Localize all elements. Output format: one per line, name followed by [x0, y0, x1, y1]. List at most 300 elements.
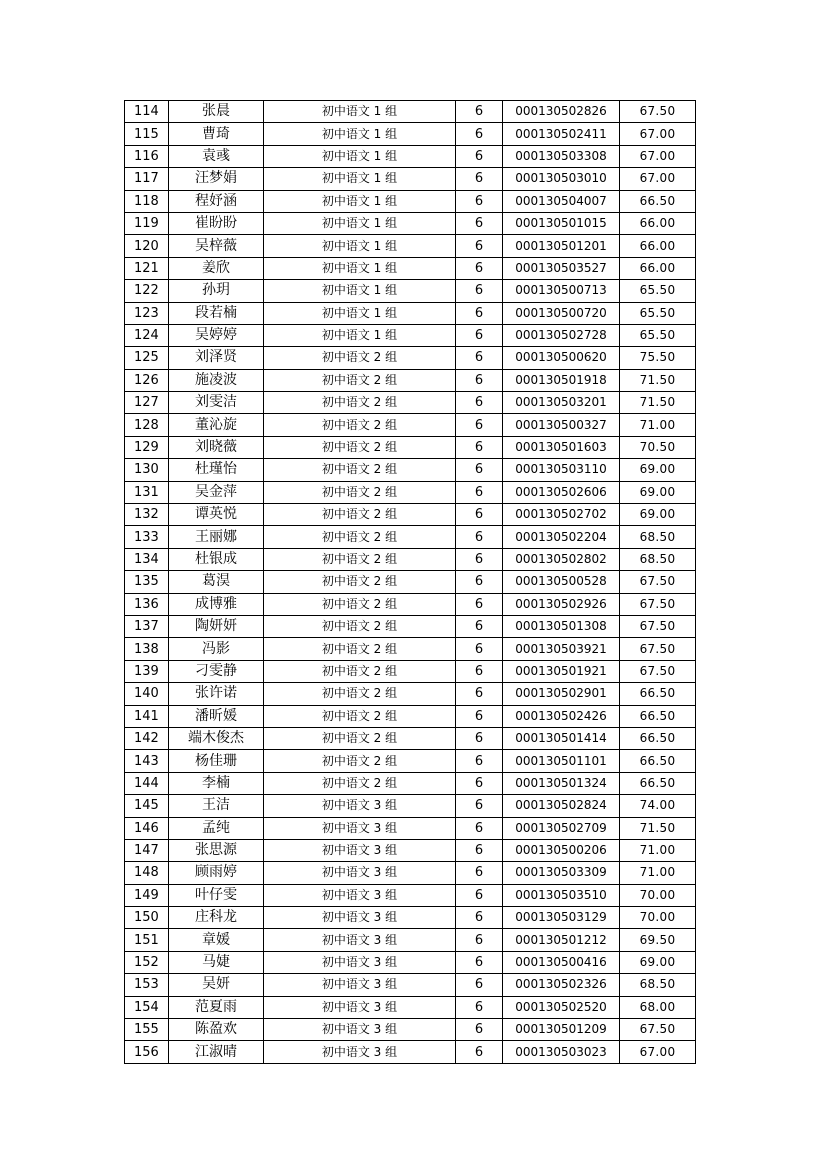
- exam-id-cell: 000130500416: [503, 951, 620, 973]
- exam-id-cell: 000130500528: [503, 571, 620, 593]
- subject-group-cell: 初中语文 3 组: [264, 996, 456, 1018]
- score-cell: 66.50: [620, 705, 696, 727]
- count-cell: 6: [456, 257, 503, 279]
- count-cell: 6: [456, 795, 503, 817]
- table-row: [125, 1041, 696, 1063]
- candidate-name-cell: 李楠: [169, 772, 264, 794]
- exam-id-cell: 000130502802: [503, 548, 620, 570]
- exam-id-cell: 000130501015: [503, 212, 620, 234]
- table-row: [125, 817, 696, 839]
- table-row: [125, 727, 696, 749]
- count-cell: 6: [456, 593, 503, 615]
- exam-id-cell: 000130503308: [503, 145, 620, 167]
- score-cell: 66.50: [620, 190, 696, 212]
- subject-group-cell: 初中语文 2 组: [264, 772, 456, 794]
- row-number-cell: 156: [125, 1041, 169, 1063]
- score-cell: 68.50: [620, 526, 696, 548]
- candidate-name-cell: 范夏雨: [169, 996, 264, 1018]
- candidate-name-cell: 刘晓薇: [169, 436, 264, 458]
- candidate-name-cell: 葛淏: [169, 571, 264, 593]
- exam-id-cell: 000130503129: [503, 907, 620, 929]
- row-number-cell: 114: [125, 101, 169, 123]
- exam-id-cell: 000130503201: [503, 392, 620, 414]
- table-row: [125, 436, 696, 458]
- score-cell: 67.00: [620, 145, 696, 167]
- candidate-name-cell: 杜瑾怡: [169, 459, 264, 481]
- candidate-name-cell: 顾雨婷: [169, 862, 264, 884]
- exam-id-cell: 000130502426: [503, 705, 620, 727]
- score-cell: 66.00: [620, 212, 696, 234]
- candidate-name-cell: 冯影: [169, 638, 264, 660]
- row-number-cell: 148: [125, 862, 169, 884]
- subject-group-cell: 初中语文 2 组: [264, 750, 456, 772]
- table-row: [125, 369, 696, 391]
- count-cell: 6: [456, 347, 503, 369]
- row-number-cell: 125: [125, 347, 169, 369]
- exam-id-cell: 000130501212: [503, 929, 620, 951]
- count-cell: 6: [456, 101, 503, 123]
- exam-id-cell: 000130502411: [503, 123, 620, 145]
- subject-group-cell: 初中语文 2 组: [264, 660, 456, 682]
- row-number-cell: 128: [125, 414, 169, 436]
- exam-id-cell: 000130501209: [503, 1019, 620, 1041]
- subject-group-cell: 初中语文 2 组: [264, 638, 456, 660]
- row-number-cell: 135: [125, 571, 169, 593]
- exam-id-cell: 000130501201: [503, 235, 620, 257]
- candidate-name-cell: 董沁旋: [169, 414, 264, 436]
- candidate-name-cell: 王洁: [169, 795, 264, 817]
- exam-id-cell: 000130502606: [503, 481, 620, 503]
- subject-group-cell: 初中语文 3 组: [264, 839, 456, 861]
- exam-id-cell: 000130502824: [503, 795, 620, 817]
- count-cell: 6: [456, 772, 503, 794]
- subject-group-cell: 初中语文 2 组: [264, 414, 456, 436]
- row-number-cell: 117: [125, 168, 169, 190]
- row-number-cell: 138: [125, 638, 169, 660]
- subject-group-cell: 初中语文 2 组: [264, 392, 456, 414]
- score-cell: 68.50: [620, 548, 696, 570]
- subject-group-cell: 初中语文 3 组: [264, 862, 456, 884]
- count-cell: 6: [456, 548, 503, 570]
- candidate-name-cell: 陶妍妍: [169, 615, 264, 637]
- table-row: [125, 504, 696, 526]
- score-cell: 71.00: [620, 839, 696, 861]
- table-row: [125, 862, 696, 884]
- subject-group-cell: 初中语文 1 组: [264, 235, 456, 257]
- subject-group-cell: 初中语文 2 组: [264, 571, 456, 593]
- row-number-cell: 116: [125, 145, 169, 167]
- candidate-name-cell: 姜欣: [169, 257, 264, 279]
- row-number-cell: 142: [125, 727, 169, 749]
- score-cell: 67.50: [620, 638, 696, 660]
- candidate-name-cell: 马婕: [169, 951, 264, 973]
- subject-group-cell: 初中语文 3 组: [264, 951, 456, 973]
- count-cell: 6: [456, 504, 503, 526]
- candidate-name-cell: 杨佳珊: [169, 750, 264, 772]
- score-cell: 65.50: [620, 280, 696, 302]
- count-cell: 6: [456, 929, 503, 951]
- count-cell: 6: [456, 571, 503, 593]
- score-cell: 66.50: [620, 683, 696, 705]
- row-number-cell: 134: [125, 548, 169, 570]
- count-cell: 6: [456, 683, 503, 705]
- candidate-name-cell: 程妤涵: [169, 190, 264, 212]
- row-number-cell: 150: [125, 907, 169, 929]
- exam-id-cell: 000130500713: [503, 280, 620, 302]
- exam-id-cell: 000130502901: [503, 683, 620, 705]
- exam-id-cell: 000130502520: [503, 996, 620, 1018]
- table-row: [125, 302, 696, 324]
- row-number-cell: 120: [125, 235, 169, 257]
- exam-id-cell: 000130500620: [503, 347, 620, 369]
- row-number-cell: 126: [125, 369, 169, 391]
- candidate-name-cell: 陈盈欢: [169, 1019, 264, 1041]
- candidate-name-cell: 汪梦娟: [169, 168, 264, 190]
- table-row: [125, 190, 696, 212]
- row-number-cell: 147: [125, 839, 169, 861]
- exam-id-cell: 000130502702: [503, 504, 620, 526]
- subject-group-cell: 初中语文 2 组: [264, 526, 456, 548]
- candidate-name-cell: 潘昕媛: [169, 705, 264, 727]
- count-cell: 6: [456, 705, 503, 727]
- candidate-name-cell: 成博雅: [169, 593, 264, 615]
- table-row: [125, 795, 696, 817]
- results-table: [124, 100, 696, 1064]
- subject-group-cell: 初中语文 3 组: [264, 795, 456, 817]
- row-number-cell: 146: [125, 817, 169, 839]
- count-cell: 6: [456, 615, 503, 637]
- score-cell: 74.00: [620, 795, 696, 817]
- candidate-name-cell: 段若楠: [169, 302, 264, 324]
- subject-group-cell: 初中语文 3 组: [264, 884, 456, 906]
- score-cell: 67.00: [620, 1041, 696, 1063]
- row-number-cell: 154: [125, 996, 169, 1018]
- table-row: [125, 884, 696, 906]
- row-number-cell: 149: [125, 884, 169, 906]
- count-cell: 6: [456, 392, 503, 414]
- exam-id-cell: 000130502728: [503, 324, 620, 346]
- exam-id-cell: 000130502709: [503, 817, 620, 839]
- table-row: [125, 324, 696, 346]
- count-cell: 6: [456, 526, 503, 548]
- exam-id-cell: 000130503023: [503, 1041, 620, 1063]
- subject-group-cell: 初中语文 2 组: [264, 459, 456, 481]
- candidate-name-cell: 吴妍: [169, 974, 264, 996]
- table-row: [125, 705, 696, 727]
- row-number-cell: 152: [125, 951, 169, 973]
- row-number-cell: 140: [125, 683, 169, 705]
- table-row: [125, 548, 696, 570]
- row-number-cell: 137: [125, 615, 169, 637]
- score-cell: 70.00: [620, 907, 696, 929]
- count-cell: 6: [456, 481, 503, 503]
- score-cell: 67.50: [620, 615, 696, 637]
- table-row: [125, 168, 696, 190]
- count-cell: 6: [456, 839, 503, 861]
- score-cell: 67.50: [620, 593, 696, 615]
- exam-id-cell: 000130502926: [503, 593, 620, 615]
- count-cell: 6: [456, 280, 503, 302]
- score-cell: 65.50: [620, 324, 696, 346]
- subject-group-cell: 初中语文 3 组: [264, 817, 456, 839]
- row-number-cell: 144: [125, 772, 169, 794]
- subject-group-cell: 初中语文 2 组: [264, 504, 456, 526]
- candidate-name-cell: 张思源: [169, 839, 264, 861]
- count-cell: 6: [456, 907, 503, 929]
- score-cell: 71.50: [620, 817, 696, 839]
- table-row: [125, 280, 696, 302]
- table-row: [125, 996, 696, 1018]
- count-cell: 6: [456, 302, 503, 324]
- exam-id-cell: 000130500720: [503, 302, 620, 324]
- subject-group-cell: 初中语文 1 组: [264, 302, 456, 324]
- score-cell: 71.50: [620, 392, 696, 414]
- table-body: [125, 101, 696, 1064]
- candidate-name-cell: 刘泽贤: [169, 347, 264, 369]
- candidate-name-cell: 王丽娜: [169, 526, 264, 548]
- candidate-name-cell: 孙玥: [169, 280, 264, 302]
- subject-group-cell: 初中语文 2 组: [264, 481, 456, 503]
- score-cell: 66.00: [620, 257, 696, 279]
- score-cell: 69.00: [620, 481, 696, 503]
- subject-group-cell: 初中语文 1 组: [264, 123, 456, 145]
- table-row: [125, 123, 696, 145]
- score-cell: 71.50: [620, 369, 696, 391]
- row-number-cell: 155: [125, 1019, 169, 1041]
- table-row: [125, 526, 696, 548]
- candidate-name-cell: 江淑晴: [169, 1041, 264, 1063]
- count-cell: 6: [456, 459, 503, 481]
- subject-group-cell: 初中语文 2 组: [264, 727, 456, 749]
- row-number-cell: 127: [125, 392, 169, 414]
- exam-id-cell: 000130500327: [503, 414, 620, 436]
- row-number-cell: 121: [125, 257, 169, 279]
- results-sheet: [124, 100, 695, 1064]
- exam-id-cell: 000130501308: [503, 615, 620, 637]
- score-cell: 69.00: [620, 951, 696, 973]
- table-row: [125, 101, 696, 123]
- count-cell: 6: [456, 951, 503, 973]
- candidate-name-cell: 吴金萍: [169, 481, 264, 503]
- row-number-cell: 124: [125, 324, 169, 346]
- count-cell: 6: [456, 324, 503, 346]
- row-number-cell: 118: [125, 190, 169, 212]
- subject-group-cell: 初中语文 1 组: [264, 324, 456, 346]
- subject-group-cell: 初中语文 2 组: [264, 369, 456, 391]
- table-row: [125, 392, 696, 414]
- row-number-cell: 139: [125, 660, 169, 682]
- exam-id-cell: 000130501414: [503, 727, 620, 749]
- score-cell: 70.50: [620, 436, 696, 458]
- count-cell: 6: [456, 974, 503, 996]
- exam-id-cell: 000130504007: [503, 190, 620, 212]
- candidate-name-cell: 叶仔雯: [169, 884, 264, 906]
- count-cell: 6: [456, 638, 503, 660]
- score-cell: 67.50: [620, 571, 696, 593]
- score-cell: 65.50: [620, 302, 696, 324]
- table-row: [125, 414, 696, 436]
- subject-group-cell: 初中语文 1 组: [264, 280, 456, 302]
- table-row: [125, 772, 696, 794]
- score-cell: 75.50: [620, 347, 696, 369]
- subject-group-cell: 初中语文 3 组: [264, 907, 456, 929]
- exam-id-cell: 000130503309: [503, 862, 620, 884]
- exam-id-cell: 000130502326: [503, 974, 620, 996]
- row-number-cell: 136: [125, 593, 169, 615]
- subject-group-cell: 初中语文 2 组: [264, 615, 456, 637]
- candidate-name-cell: 崔盼盼: [169, 212, 264, 234]
- score-cell: 66.50: [620, 772, 696, 794]
- count-cell: 6: [456, 862, 503, 884]
- row-number-cell: 143: [125, 750, 169, 772]
- count-cell: 6: [456, 123, 503, 145]
- table-row: [125, 235, 696, 257]
- table-row: [125, 839, 696, 861]
- table-row: [125, 750, 696, 772]
- row-number-cell: 151: [125, 929, 169, 951]
- exam-id-cell: 000130501101: [503, 750, 620, 772]
- exam-id-cell: 000130502204: [503, 526, 620, 548]
- count-cell: 6: [456, 168, 503, 190]
- score-cell: 71.00: [620, 414, 696, 436]
- table-row: [125, 571, 696, 593]
- count-cell: 6: [456, 190, 503, 212]
- row-number-cell: 133: [125, 526, 169, 548]
- subject-group-cell: 初中语文 2 组: [264, 683, 456, 705]
- score-cell: 69.50: [620, 929, 696, 951]
- row-number-cell: 129: [125, 436, 169, 458]
- row-number-cell: 132: [125, 504, 169, 526]
- exam-id-cell: 000130500206: [503, 839, 620, 861]
- candidate-name-cell: 施凌波: [169, 369, 264, 391]
- candidate-name-cell: 章媛: [169, 929, 264, 951]
- count-cell: 6: [456, 884, 503, 906]
- exam-id-cell: 000130501921: [503, 660, 620, 682]
- exam-id-cell: 000130503010: [503, 168, 620, 190]
- candidate-name-cell: 刘雯洁: [169, 392, 264, 414]
- table-row: [125, 145, 696, 167]
- subject-group-cell: 初中语文 2 组: [264, 593, 456, 615]
- count-cell: 6: [456, 436, 503, 458]
- score-cell: 67.50: [620, 660, 696, 682]
- subject-group-cell: 初中语文 3 组: [264, 929, 456, 951]
- count-cell: 6: [456, 750, 503, 772]
- table-row: [125, 347, 696, 369]
- score-cell: 66.00: [620, 235, 696, 257]
- subject-group-cell: 初中语文 1 组: [264, 145, 456, 167]
- subject-group-cell: 初中语文 2 组: [264, 436, 456, 458]
- exam-id-cell: 000130501324: [503, 772, 620, 794]
- exam-id-cell: 000130503510: [503, 884, 620, 906]
- candidate-name-cell: 吴梓薇: [169, 235, 264, 257]
- candidate-name-cell: 谭英悦: [169, 504, 264, 526]
- count-cell: 6: [456, 235, 503, 257]
- table-row: [125, 615, 696, 637]
- table-row: [125, 974, 696, 996]
- row-number-cell: 115: [125, 123, 169, 145]
- count-cell: 6: [456, 660, 503, 682]
- row-number-cell: 141: [125, 705, 169, 727]
- table-row: [125, 481, 696, 503]
- score-cell: 71.00: [620, 862, 696, 884]
- score-cell: 67.00: [620, 168, 696, 190]
- count-cell: 6: [456, 1019, 503, 1041]
- table-row: [125, 257, 696, 279]
- candidate-name-cell: 张许诺: [169, 683, 264, 705]
- table-row: [125, 951, 696, 973]
- candidate-name-cell: 刁雯静: [169, 660, 264, 682]
- score-cell: 68.50: [620, 974, 696, 996]
- row-number-cell: 119: [125, 212, 169, 234]
- score-cell: 66.50: [620, 750, 696, 772]
- score-cell: 67.00: [620, 123, 696, 145]
- count-cell: 6: [456, 212, 503, 234]
- exam-id-cell: 000130503921: [503, 638, 620, 660]
- subject-group-cell: 初中语文 1 组: [264, 101, 456, 123]
- score-cell: 70.00: [620, 884, 696, 906]
- table-row: [125, 638, 696, 660]
- table-row: [125, 593, 696, 615]
- table-row: [125, 907, 696, 929]
- count-cell: 6: [456, 817, 503, 839]
- exam-id-cell: 000130503110: [503, 459, 620, 481]
- count-cell: 6: [456, 996, 503, 1018]
- table-row: [125, 929, 696, 951]
- candidate-name-cell: 吴婷婷: [169, 324, 264, 346]
- candidate-name-cell: 杜银成: [169, 548, 264, 570]
- count-cell: 6: [456, 1041, 503, 1063]
- exam-id-cell: 000130501918: [503, 369, 620, 391]
- table-row: [125, 212, 696, 234]
- subject-group-cell: 初中语文 1 组: [264, 190, 456, 212]
- count-cell: 6: [456, 727, 503, 749]
- count-cell: 6: [456, 145, 503, 167]
- subject-group-cell: 初中语文 3 组: [264, 974, 456, 996]
- candidate-name-cell: 庄科龙: [169, 907, 264, 929]
- row-number-cell: 122: [125, 280, 169, 302]
- subject-group-cell: 初中语文 2 组: [264, 548, 456, 570]
- table-row: [125, 660, 696, 682]
- table-row: [125, 1019, 696, 1041]
- subject-group-cell: 初中语文 1 组: [264, 257, 456, 279]
- candidate-name-cell: 孟纯: [169, 817, 264, 839]
- score-cell: 67.50: [620, 101, 696, 123]
- exam-id-cell: 000130501603: [503, 436, 620, 458]
- subject-group-cell: 初中语文 2 组: [264, 705, 456, 727]
- row-number-cell: 153: [125, 974, 169, 996]
- score-cell: 69.00: [620, 504, 696, 526]
- table-row: [125, 683, 696, 705]
- count-cell: 6: [456, 369, 503, 391]
- exam-id-cell: 000130502826: [503, 101, 620, 123]
- subject-group-cell: 初中语文 3 组: [264, 1041, 456, 1063]
- score-cell: 69.00: [620, 459, 696, 481]
- candidate-name-cell: 曹琦: [169, 123, 264, 145]
- score-cell: 68.00: [620, 996, 696, 1018]
- candidate-name-cell: 张晨: [169, 101, 264, 123]
- row-number-cell: 131: [125, 481, 169, 503]
- candidate-name-cell: 袁彧: [169, 145, 264, 167]
- candidate-name-cell: 端木俊杰: [169, 727, 264, 749]
- exam-id-cell: 000130503527: [503, 257, 620, 279]
- subject-group-cell: 初中语文 1 组: [264, 168, 456, 190]
- subject-group-cell: 初中语文 2 组: [264, 347, 456, 369]
- score-cell: 66.50: [620, 727, 696, 749]
- score-cell: 67.50: [620, 1019, 696, 1041]
- count-cell: 6: [456, 414, 503, 436]
- row-number-cell: 123: [125, 302, 169, 324]
- row-number-cell: 145: [125, 795, 169, 817]
